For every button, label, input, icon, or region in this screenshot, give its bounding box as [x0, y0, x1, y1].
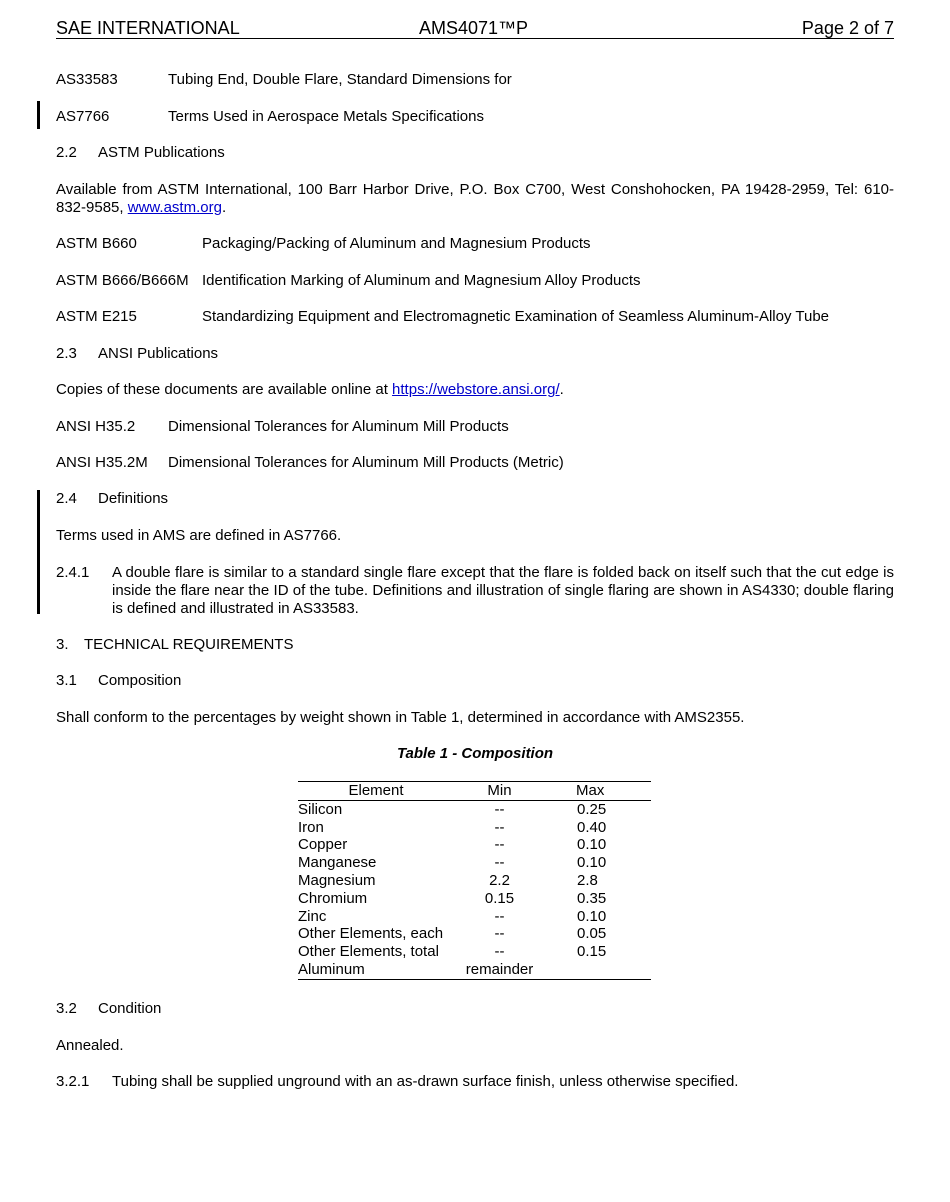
ref-code: AS33583 — [56, 71, 118, 88]
ref-title: Dimensional Tolerances for Aluminum Mill Products (Metric) — [168, 454, 564, 471]
section-number: 3.2.1 — [56, 1073, 90, 1090]
section-number: 3.2 — [56, 1000, 77, 1017]
table-cell: Chromium — [298, 889, 368, 907]
table-row — [298, 961, 651, 979]
header-org: SAE INTERNATIONAL — [56, 18, 240, 38]
surface-finish-text: Tubing shall be supplied unground with an as-drawn surface finish, unless otherwise specified. — [112, 1073, 739, 1090]
table-cell: 2.2 — [489, 871, 510, 889]
ansi-availability-text: Copies of these documents are available online at — [56, 381, 388, 398]
section-title: Composition — [98, 672, 182, 689]
composition-text: Shall conform to the percentages by weight shown in Table 1, determined in accordance with AMS2355. — [56, 709, 745, 726]
composition-table — [298, 781, 651, 980]
table-cell: Silicon — [298, 800, 343, 818]
table-row — [298, 819, 651, 837]
table-cell: -- — [494, 836, 505, 854]
period: . — [559, 381, 564, 398]
table-cell: -- — [494, 907, 505, 925]
ref-title: Packaging/Packing of Aluminum and Magnesium Products — [202, 235, 591, 252]
section-number: 2.3 — [56, 345, 77, 362]
section-number: 3. — [56, 636, 69, 653]
section-title: ANSI Publications — [98, 345, 219, 362]
table-row — [298, 800, 651, 818]
table-cell: -- — [494, 818, 505, 836]
header-page-number: Page 2 of 7 — [801, 18, 894, 38]
column-header: Element — [348, 782, 404, 799]
table-cell: -- — [494, 925, 505, 943]
table-cell: Copper — [298, 836, 348, 854]
column-header: Min — [487, 782, 512, 799]
table-cell: 0.05 — [577, 925, 607, 943]
section-title: TECHNICAL REQUIREMENTS — [84, 636, 294, 653]
table-cell: -- — [494, 854, 505, 872]
table-cell: remainder — [465, 960, 534, 978]
ref-title: Tubing End, Double Flare, Standard Dimensions for — [168, 71, 512, 88]
table-header-row — [298, 782, 651, 801]
ref-code: ANSI H35.2 — [56, 418, 136, 435]
table-cell: 2.8 — [577, 871, 598, 889]
astm-link[interactable]: www.astm.org — [127, 199, 222, 216]
double-flare-definition: A double flare is similar to a standard single flare except that the flare is folded back on itself such that the cut edge is inside the flare near the ID of the tube. Definitions and illustration of single flaring are shown in AS4330; double flaring is defined and illustrated in AS33583. — [112, 564, 894, 617]
table-row — [298, 854, 651, 872]
section-title: Condition — [98, 1000, 162, 1017]
ref-code: ANSI H35.2M — [56, 454, 148, 471]
revision-bar — [37, 490, 40, 614]
table-cell: 0.35 — [577, 889, 607, 907]
ref-title: Identification Marking of Aluminum and Magnesium Alloy Products — [202, 272, 641, 289]
table-cell: 0.25 — [577, 800, 607, 818]
table-cell: 0.40 — [577, 818, 607, 836]
section-title: ASTM Publications — [98, 144, 225, 161]
table-cell: 0.10 — [577, 907, 607, 925]
table-row — [298, 836, 651, 854]
table-cell: 0.10 — [577, 854, 607, 872]
table-cell: Magnesium — [298, 871, 376, 889]
table-caption: Table 1 - Composition — [396, 745, 554, 762]
table-row — [298, 872, 651, 890]
table-cell: 0.10 — [577, 836, 607, 854]
table-cell: -- — [494, 943, 505, 961]
section-title: Definitions — [98, 490, 169, 507]
astm-availability-text: Available from ASTM International, 100 Barr Harbor Drive, P.O. Box C700, West Conshohocken, PA 19428-2959, Tel: 610-832-9585, — [56, 181, 894, 216]
table-cell: Manganese — [298, 854, 377, 872]
table-row — [298, 890, 651, 908]
ansi-availability — [56, 381, 564, 399]
section-number: 3.1 — [56, 672, 77, 689]
table-cell: 0.15 — [577, 943, 607, 961]
table-row — [298, 943, 651, 961]
section-number: 2.2 — [56, 144, 77, 161]
header-doc-number: AMS4071™P — [419, 18, 529, 38]
ref-code: ASTM E215 — [56, 308, 137, 325]
period: . — [221, 199, 227, 216]
ref-code: AS7766 — [56, 108, 110, 125]
table-cell: Aluminum — [298, 960, 365, 978]
revision-bar — [37, 101, 40, 129]
ref-code: ASTM B666/B666M — [56, 272, 189, 289]
table-cell: 0.15 — [484, 889, 515, 907]
table-cell: Other Elements, total — [298, 943, 439, 961]
table-cell — [545, 961, 651, 979]
definitions-text: Terms used in AMS are defined in AS7766. — [56, 527, 342, 544]
ref-title: Terms Used in Aerospace Metals Specifications — [168, 108, 484, 125]
ansi-link[interactable]: https://webstore.ansi.org/ — [392, 381, 560, 398]
table-cell: Other Elements, each — [298, 925, 444, 943]
ref-code: ASTM B660 — [56, 235, 137, 252]
ref-title: Dimensional Tolerances for Aluminum Mill Products — [168, 418, 509, 435]
ref-title: Standardizing Equipment and Electromagnetic Examination of Seamless Aluminum-Alloy Tube — [202, 308, 829, 325]
table-cell: Zinc — [298, 907, 327, 925]
page-header — [56, 18, 894, 39]
astm-availability — [56, 181, 894, 217]
section-number: 2.4.1 — [56, 564, 90, 581]
section-number: 2.4 — [56, 490, 77, 507]
table-cell: Iron — [298, 818, 324, 836]
table-row — [298, 908, 651, 926]
column-header: Max — [576, 782, 605, 799]
condition-text: Annealed. — [56, 1037, 124, 1054]
table-row — [298, 925, 651, 943]
table-cell: -- — [494, 800, 505, 818]
